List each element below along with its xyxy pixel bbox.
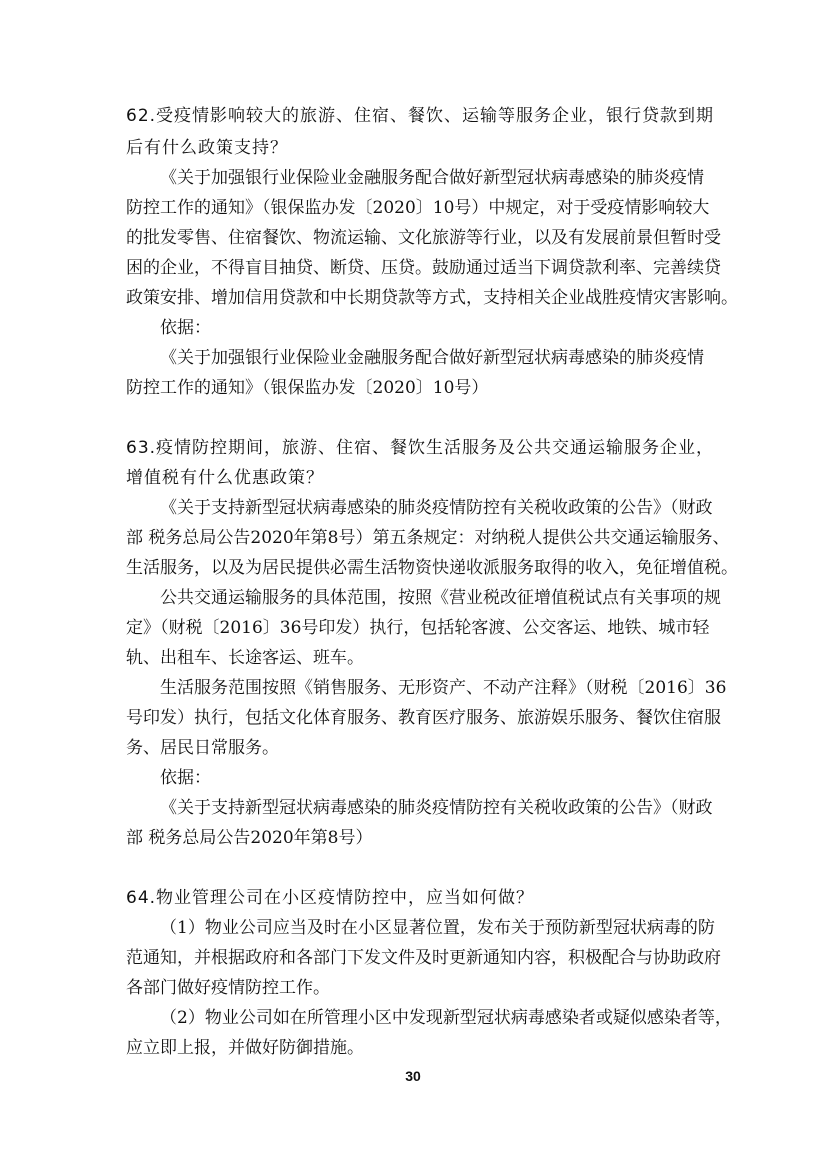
q63-p1-line-3: 生活服务，以及为居民提供必需生活物资快递收派服务取得的收入，免征增值税。 xyxy=(126,558,738,578)
q63-p3-line-2: 号印发）执行，包括文化体育服务、教育医疗服务、旅游娱乐服务、餐饮住宿服 xyxy=(126,708,721,728)
q64-p1-line-3: 各部门做好疫情防控工作。 xyxy=(126,978,330,998)
q63-p2-line-1: 公共交通运输服务的具体范围，按照《营业税改征增值税试点有关事项的规 xyxy=(160,588,721,608)
q62-body-line-1: 《关于加强银行业保险业金融服务配合做好新型冠状病毒感染的肺炎疫情 xyxy=(160,168,704,188)
q62-basis-line-2: 防控工作的通知》（银保监办发〔2020〕10号） xyxy=(126,378,489,398)
q62-title-line-1: 62.受疫情影响较大的旅游、住宿、餐饮、运输等服务企业，银行贷款到期 xyxy=(126,106,715,126)
q63-p1-line-2: 部 税务总局公告2020年第8号）第五条规定：对纳税人提供公共交通运输服务、 xyxy=(126,528,730,548)
q62-title-line-2: 后有什么政策支持？ xyxy=(126,138,288,158)
q63-p2-line-2: 定》（财税〔2016〕36号印发）执行，包括轮客渡、公交客运、地铁、城市轻 xyxy=(126,618,710,638)
q64-p1-line-1: （1）物业公司应当及时在小区显著位置，发布关于预防新型冠状病毒的防 xyxy=(160,918,715,938)
q64-p2-line-2: 应立即上报，并做好防御措施。 xyxy=(126,1038,364,1058)
q62-basis-line-1: 《关于加强银行业保险业金融服务配合做好新型冠状病毒感染的肺炎疫情 xyxy=(160,348,704,368)
q63-p3-line-1: 生活服务范围按照《销售服务、无形资产、不动产注释》（财税〔2016〕36 xyxy=(160,678,727,698)
q62-body-line-2: 防控工作的通知》（银保监办发〔2020〕10号）中规定，对于受疫情影响较大 xyxy=(126,198,710,218)
q62-basis-label: 依据： xyxy=(160,318,211,338)
q62-body-line-3: 的批发零售、住宿餐饮、物流运输、文化旅游等行业，以及有发展前景但暂时受 xyxy=(126,228,721,248)
q62-body-line-5: 政策安排、增加信用贷款和中长期贷款等方式，支持相关企业战胜疫情灾害影响。 xyxy=(126,288,738,308)
page-number: 30 xyxy=(405,1068,421,1084)
q64-p2-line-1: （2）物业公司如在所管理小区中发现新型冠状病毒感染者或疑似感染者等， xyxy=(160,1008,732,1028)
q63-basis-line-2: 部 税务总局公告2020年第8号） xyxy=(126,828,373,848)
q63-basis-line-1: 《关于支持新型冠状病毒感染的肺炎疫情防控有关税收政策的公告》（财政 xyxy=(160,798,713,818)
q63-p2-line-3: 轨、出租车、长途客运、班车。 xyxy=(126,648,364,668)
q64-title: 64.物业管理公司在小区疫情防控中，应当如何做？ xyxy=(126,888,535,908)
q63-basis-label: 依据： xyxy=(160,768,211,788)
q62-body-line-4: 困的企业，不得盲目抽贷、断贷、压贷。鼓励通过适当下调贷款利率、完善续贷 xyxy=(126,258,721,278)
q63-p1-line-1: 《关于支持新型冠状病毒感染的肺炎疫情防控有关税收政策的公告》（财政 xyxy=(160,498,713,518)
q64-p1-line-2: 范通知，并根据政府和各部门下发文件及时更新通知内容，积极配合与协助政府 xyxy=(126,948,721,968)
q63-title-line-2: 增值税有什么优惠政策？ xyxy=(126,468,324,488)
q63-p3-line-3: 务、居民日常服务。 xyxy=(126,738,279,758)
q63-title-line-1: 63.疫情防控期间，旅游、住宿、餐饮生活服务及公共交通运输服务企业， xyxy=(126,438,715,458)
